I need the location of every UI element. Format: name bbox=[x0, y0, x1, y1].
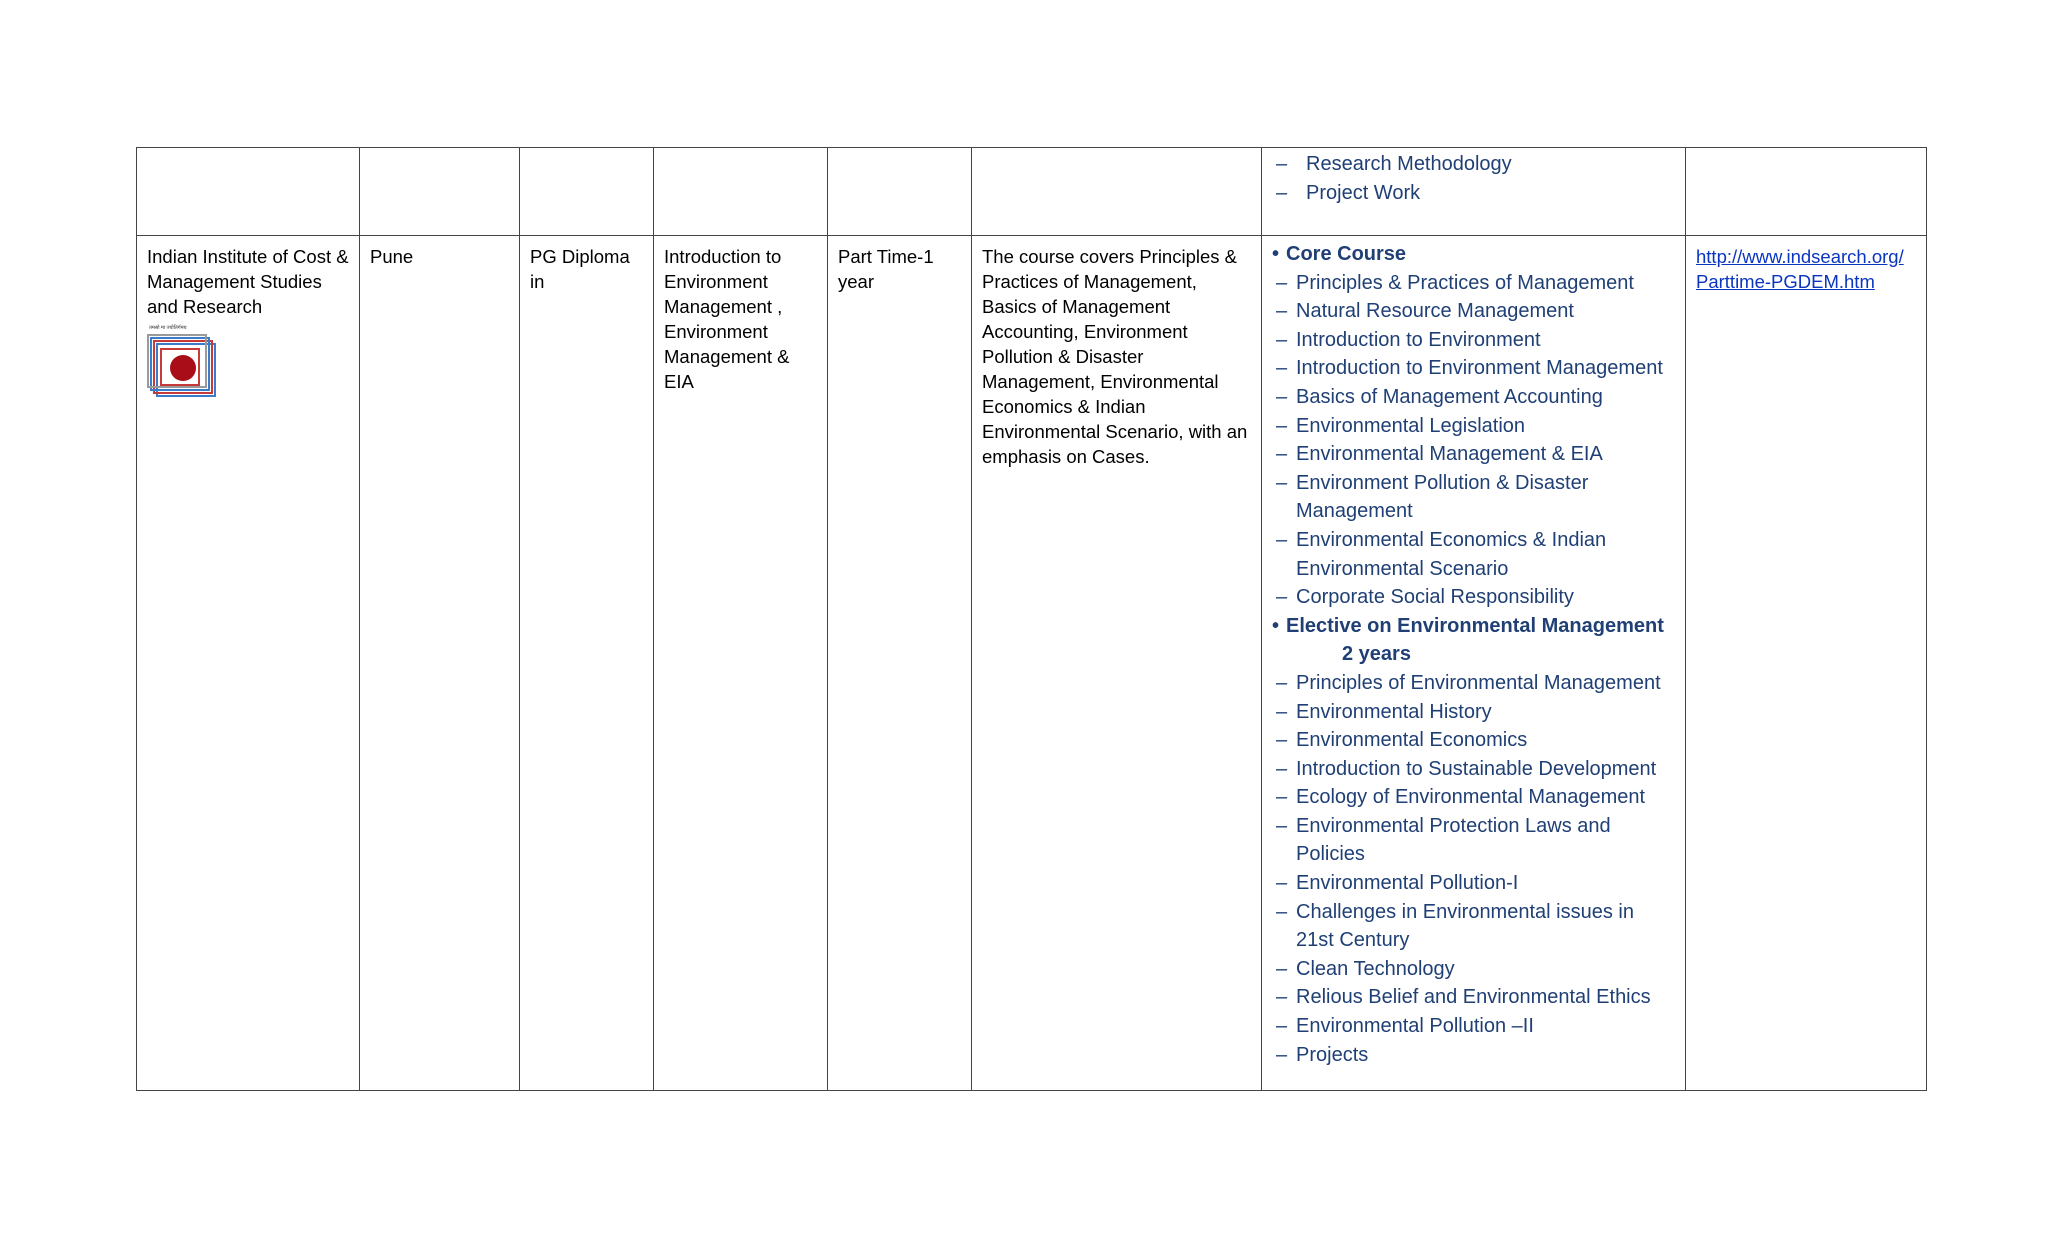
bullet-icon: • bbox=[1272, 614, 1280, 637]
list-item: – Relious Belief and Environmental Ethics bbox=[1276, 983, 1675, 1012]
list-item: – Natural Resource Management bbox=[1276, 297, 1675, 326]
list-item: – Ecology of Environmental Management bbox=[1276, 783, 1675, 812]
course-table bbox=[136, 147, 1927, 1091]
cell-subjects bbox=[654, 148, 828, 236]
module-list bbox=[1272, 150, 1675, 207]
list-item: – Introduction to Sustainable Development bbox=[1276, 755, 1675, 784]
course-link[interactable]: http://www.indsearch.org/Parttime-PGDEM.htm bbox=[1696, 246, 1904, 292]
list-item: – Principles & Practices of Management bbox=[1276, 269, 1675, 298]
institute-name: Indian Institute of Cost & Management Studies and Research bbox=[147, 246, 349, 317]
iicmr-logo-icon bbox=[147, 323, 217, 397]
core-course-heading: • Core Course bbox=[1272, 240, 1675, 269]
cell-location: Pune bbox=[360, 236, 520, 1091]
cell-subjects: Introduction to Environment Management , Environment Management & EIA bbox=[654, 236, 828, 1091]
core-course-list bbox=[1272, 269, 1675, 612]
cell-description bbox=[972, 148, 1262, 236]
cell-url bbox=[1686, 236, 1927, 1091]
list-item: – Introduction to Environment Management bbox=[1276, 354, 1675, 383]
table-row bbox=[137, 148, 1927, 236]
cell-duration bbox=[828, 148, 972, 236]
list-item: – Corporate Social Responsibility bbox=[1276, 583, 1675, 612]
cell-institute bbox=[137, 148, 360, 236]
list-item: – Environmental Pollution-I bbox=[1276, 869, 1675, 898]
bullet-icon: • bbox=[1272, 243, 1280, 265]
cell-duration: Part Time-1 year bbox=[828, 236, 972, 1091]
cell-modules bbox=[1262, 148, 1686, 236]
cell-description: The course covers Principles & Practices of Management, Basics of Management Accounting, Environment Pollution & Disaster Management, Environmental Economics & Indian Environmental Scenario, with an emphasis on Cases. bbox=[972, 236, 1262, 1091]
elective-list bbox=[1272, 669, 1675, 1069]
list-item: – Basics of Management Accounting bbox=[1276, 383, 1675, 412]
list-item: – Project Work bbox=[1276, 179, 1675, 208]
list-item: – Environment Pollution & Disaster Management bbox=[1276, 469, 1675, 526]
list-item: – Environmental Management & EIA bbox=[1276, 440, 1675, 469]
cell-program bbox=[520, 148, 654, 236]
list-item: – Environmental Economics & Indian Environmental Scenario bbox=[1276, 526, 1675, 583]
cell-url bbox=[1686, 148, 1927, 236]
list-item: – Environmental Protection Laws and Policies bbox=[1276, 812, 1675, 869]
table-row bbox=[137, 236, 1927, 1091]
cell-location bbox=[360, 148, 520, 236]
list-item: – Introduction to Environment bbox=[1276, 326, 1675, 355]
logo-motto: तमसो मा ज्योतिर्गमय bbox=[149, 325, 187, 331]
cell-program: PG Diploma in bbox=[520, 236, 654, 1091]
list-item: – Environmental History bbox=[1276, 698, 1675, 727]
list-item: – Clean Technology bbox=[1276, 955, 1675, 984]
cell-modules bbox=[1262, 236, 1686, 1091]
elective-duration: 2 years bbox=[1342, 643, 1411, 666]
list-item: – Research Methodology bbox=[1276, 150, 1675, 179]
list-item: – Challenges in Environmental issues in 21st Century bbox=[1276, 898, 1675, 955]
elective-heading: • Elective on Environmental Management 2 years bbox=[1272, 612, 1675, 669]
list-item: – Principles of Environmental Management bbox=[1276, 669, 1675, 698]
list-item: – Environmental Economics bbox=[1276, 726, 1675, 755]
cell-institute bbox=[137, 236, 360, 1091]
list-item: – Environmental Pollution –II bbox=[1276, 1012, 1675, 1041]
list-item: – Environmental Legislation bbox=[1276, 412, 1675, 441]
list-item: – Projects bbox=[1276, 1041, 1675, 1070]
